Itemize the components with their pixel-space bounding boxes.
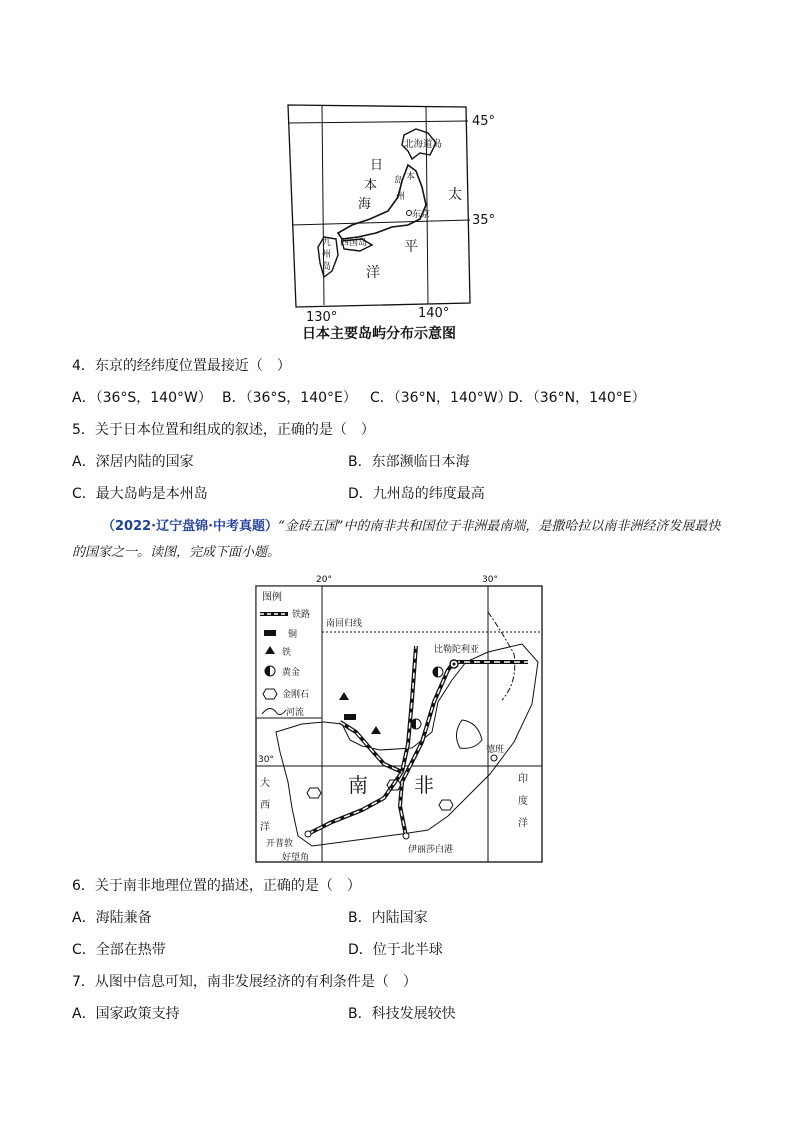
q4-option-b[interactable]: B．（36°S，140°E）	[222, 390, 357, 406]
diamond-symbol	[307, 788, 321, 798]
q6-stem: 6．关于南非地理位置的描述，正确的是（ ）	[72, 878, 361, 894]
pacific-char-2: 平	[404, 239, 418, 255]
durban-marker	[491, 755, 497, 761]
capetown-label: 开普敦	[266, 839, 294, 849]
durban-label: 德班	[486, 745, 505, 755]
q4-option-c[interactable]: C．（36°N，140°W）	[370, 390, 512, 406]
iron-symbol-2	[371, 726, 381, 734]
iron-symbol	[339, 692, 349, 700]
cape-of-good-hope-label: 好望角	[282, 853, 310, 863]
q7-option-a[interactable]: A．国家政策支持	[72, 1006, 180, 1022]
legend-diamond: 金刚石	[282, 690, 310, 700]
atlantic-char-2: 西	[260, 800, 270, 811]
q6-option-b[interactable]: B．内陆国家	[348, 910, 428, 926]
q6-option-a[interactable]: A．海陆兼备	[72, 910, 152, 926]
hokkaido-label: 北海道岛	[404, 139, 443, 150]
q6-option-c[interactable]: C．全部在热带	[72, 942, 166, 958]
legend-title: 图例	[262, 592, 282, 603]
q4-option-a[interactable]: A．（36°S，140°W）	[72, 390, 212, 406]
tokyo-marker	[407, 211, 412, 216]
honshu-char-2: 州	[396, 192, 406, 202]
q7-option-b[interactable]: B．科技发展较快	[348, 1006, 456, 1022]
japan-map	[280, 95, 505, 350]
intro-text: “金砖五国”中的南非共和国位于非洲最南端，是撒哈拉以南非洲经济发展最快的国家之一。读图，完成下面小题。	[72, 519, 721, 560]
capetown-marker	[305, 831, 311, 837]
q6-option-d[interactable]: D．位于北半球	[348, 942, 443, 958]
lat-35-label: 35°	[472, 213, 496, 228]
pretoria-label: 比勒陀利亚	[434, 645, 480, 655]
port-elizabeth-marker	[403, 833, 409, 839]
lat-30-label: 30°	[258, 755, 274, 765]
japan-map-caption: 日本主要岛屿分布示意图	[302, 326, 456, 342]
q7-stem: 7．从图中信息可知，南非发展经济的有利条件是（ ）	[72, 974, 417, 990]
q5-option-b[interactable]: B．东部濒临日本海	[348, 454, 470, 470]
honshu-char-1: 本	[406, 172, 416, 182]
south-africa-map	[252, 572, 548, 866]
kyushu-char-2: 州	[322, 250, 332, 260]
lon-140-label: 140°	[418, 306, 450, 321]
indian-char-2: 度	[518, 796, 528, 807]
legend-railway: 铁路	[292, 610, 311, 620]
honshu-char-3: 岛	[394, 176, 404, 186]
diamond-symbol-3	[439, 800, 453, 810]
legend-gold: 黄金	[282, 668, 301, 678]
kyushu-char-3: 岛	[322, 262, 332, 272]
legend-river: 河流	[286, 708, 305, 718]
q4-stem: 4．东京的经纬度位置最接近（ ）	[72, 358, 291, 374]
railway-lines	[308, 646, 528, 836]
intro-source: （2022·辽宁盘锦·中考真题）	[102, 519, 279, 534]
q5-option-d[interactable]: D．九州岛的纬度最高	[348, 486, 485, 502]
q5-option-a[interactable]: A．深居内陆的国家	[72, 454, 194, 470]
sea-char-1: 日	[370, 158, 384, 173]
country-char-2: 非	[414, 773, 434, 797]
tokyo-label: 东京	[412, 210, 431, 220]
indian-char-3: 洋	[518, 818, 528, 829]
lon-20-label: 20°	[316, 575, 332, 585]
lat-45-label: 45°	[472, 114, 496, 129]
kyushu-char-1: 九	[322, 238, 332, 248]
country-char-1: 南	[348, 773, 368, 797]
legend-iron: 铁	[282, 648, 292, 658]
tropic-label: 南回归线	[326, 619, 363, 629]
lon-130-label: 130°	[306, 310, 338, 325]
legend-copper: 铜	[288, 630, 298, 640]
sea-char-3: 海	[358, 197, 372, 212]
q5-option-c[interactable]: C．最大岛屿是本州岛	[72, 486, 208, 502]
q5-stem: 5．关于日本位置和组成的叙述，正确的是（ ）	[72, 422, 375, 438]
indian-char-1: 印	[518, 774, 528, 785]
lon-30-label: 30°	[482, 575, 498, 585]
port-elizabeth-label: 伊丽莎白港	[408, 845, 454, 855]
copper-symbol	[344, 714, 356, 720]
sea-char-2: 本	[364, 178, 378, 193]
atlantic-char-1: 大	[260, 778, 270, 789]
atlantic-char-3: 洋	[260, 822, 270, 833]
shikoku-label: 四国岛	[340, 238, 368, 248]
pacific-char-3: 洋	[366, 265, 380, 281]
pacific-char-1: 太	[448, 187, 462, 203]
q4-option-d[interactable]: D．（36°N，140°E）	[508, 390, 646, 406]
intro-paragraph	[72, 514, 732, 566]
